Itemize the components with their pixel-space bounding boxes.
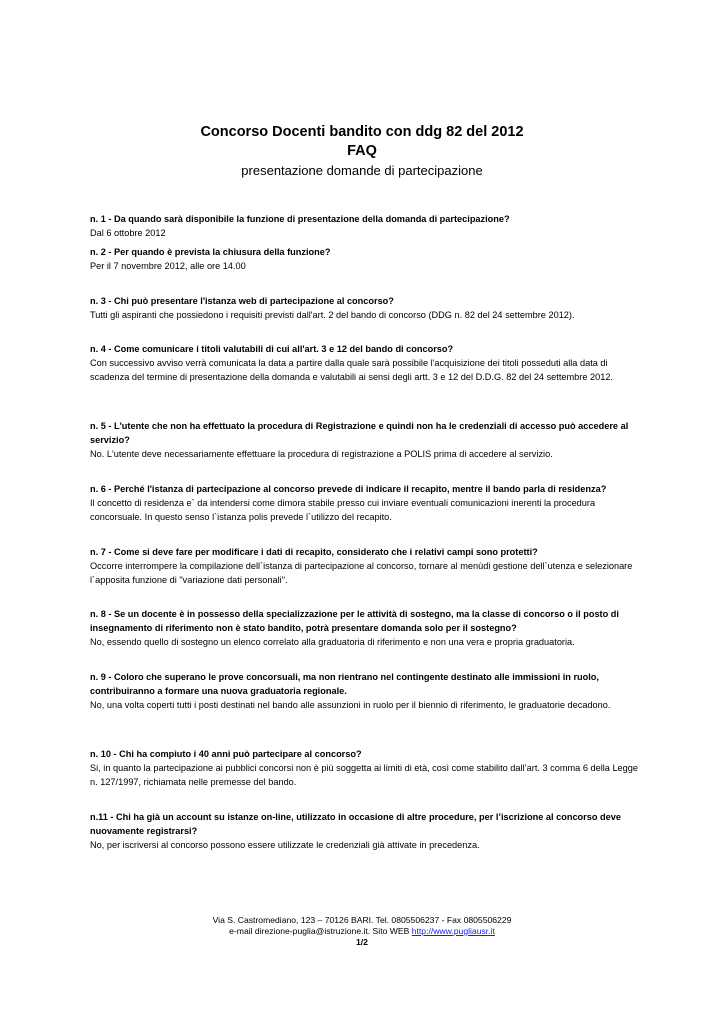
document-title: Concorso Docenti bandito con ddg 82 del 2012 [200, 124, 524, 140]
document-subtitle: presentazione domande di partecipazione [241, 163, 483, 178]
faq-question: n. 6 - Perché l'istanza di partecipazione al concorso prevede di indicare il recapito, mentre il bando parla di residenza? [90, 484, 607, 494]
faq-item-2 [90, 245, 638, 273]
faq-answer: No. L'utente deve necessariamente effettuare la procedura di registrazione a POLIS prima di accedere al servizio. [90, 449, 553, 459]
faq-item-9 [90, 670, 638, 712]
faq-item-3 [90, 294, 638, 322]
faq-question: n.11 - Chi ha già un account su istanze on-line, utilizzato in occasione di altre procedure, per l’iscrizione al concorso deve nuovamente registrarsi? [90, 812, 621, 836]
faq-question: n. 2 - Per quando è prevista la chiusura della funzione? [90, 247, 331, 257]
faq-answer: Tutti gli aspiranti che possiedono i requisiti previsti dall'art. 2 del bando di concorso (DDG n. 82 del 24 settembre 2012). [90, 310, 575, 320]
footer-email-text: e-mail direzione-puglia@istruzione.it. Sito WEB [229, 926, 412, 936]
faq-answer: Il concetto di residenza e` da intendersi come dimora stabile presso cui inviare eventuali comunicazioni inerenti la procedura concorsuale. In questo senso l`istanza polis prevede l`utilizzo del recapito. [90, 498, 596, 522]
faq-answer: Con successivo avviso verrà comunicata la data a partire dalla quale sarà possibile l'acquisizione dei titoli posseduti alla data di scadenza del termine di presentazione della domanda e valutabili ai sensi degli artt. 3 e 12 del D.D.G. 82 del 24 settembre 2012. [90, 358, 613, 382]
faq-answer: Per il 7 novembre 2012, alle ore 14.00 [90, 261, 246, 271]
faq-question: n. 3 - Chi può presentare l'istanza web di partecipazione al concorso? [90, 296, 394, 306]
page-footer [0, 915, 724, 948]
faq-item-4 [90, 342, 638, 384]
faq-item-1 [90, 212, 638, 240]
faq-answer: Dal 6 ottobre 2012 [90, 228, 166, 238]
footer-contact [0, 926, 724, 937]
page-number: 1/2 [356, 937, 368, 947]
document-title-faq: FAQ [347, 143, 377, 159]
faq-answer: No, una volta coperti tutti i posti destinati nel bando alle assunzioni in ruolo per il biennio di riferimento, le graduatorie decadono. [90, 700, 611, 710]
faq-item-6 [90, 482, 638, 524]
faq-answer: Si, in quanto la partecipazione ai pubblici concorsi non è più soggetta ai limiti di età, così come stabilito dall’art. 3 comma 6 della Legge n. 127/1997, richiamata nelle premesse del bando. [90, 763, 638, 787]
faq-item-5 [90, 419, 638, 461]
faq-item-10 [90, 747, 638, 789]
faq-question: n. 10 - Chi ha compiuto i 40 anni può partecipare al concorso? [90, 749, 362, 759]
faq-answer: No, per iscriversi al concorso possono essere utilizzate le credenziali già attivate in precedenza. [90, 840, 480, 850]
faq-item-7 [90, 545, 638, 587]
faq-item-11 [90, 810, 638, 852]
faq-question: n. 4 - Come comunicare i titoli valutabili di cui all'art. 3 e 12 del bando di concorso? [90, 344, 454, 354]
faq-question: n. 1 - Da quando sarà disponibile la funzione di presentazione della domanda di partecipazione? [90, 214, 510, 224]
footer-address: Via S. Castromediano, 123 – 70126 BARI. Tel. 0805506237 - Fax 0805506229 [212, 915, 512, 925]
faq-answer: Occorre interrompere la compilazione dell`istanza di partecipazione al concorso, tornare al menùdi gestione dell`utenza e selezionare l`apposita funzione di "variazione dati personali". [90, 561, 633, 585]
faq-question: n. 8 - Se un docente è in possesso della specializzazione per le attività di sostegno, ma la classe di concorso o il posto di insegnamento di riferimento non è stato bandito, potrà presentare domanda solo per il sostegno? [90, 609, 619, 633]
faq-question: n. 7 - Come si deve fare per modificare i dati di recapito, considerato che i relativi campi sono protetti? [90, 547, 538, 557]
faq-item-8 [90, 607, 638, 649]
faq-answer: No, essendo quello di sostegno un elenco correlato alla graduatoria di riferimento e non una vera e propria graduatoria. [90, 637, 575, 647]
website-link[interactable]: http://www.pugliausr.it [411, 926, 495, 936]
faq-question: n. 5 - L'utente che non ha effettuato la procedura di Registrazione e quindi non ha le credenziali di accesso può accedere al servizio? [90, 421, 629, 445]
faq-question: n. 9 - Coloro che superano le prove concorsuali, ma non rientrano nel contingente destinato alle immissioni in ruolo, contribuiranno a formare una nuova graduatoria regionale. [90, 672, 599, 696]
